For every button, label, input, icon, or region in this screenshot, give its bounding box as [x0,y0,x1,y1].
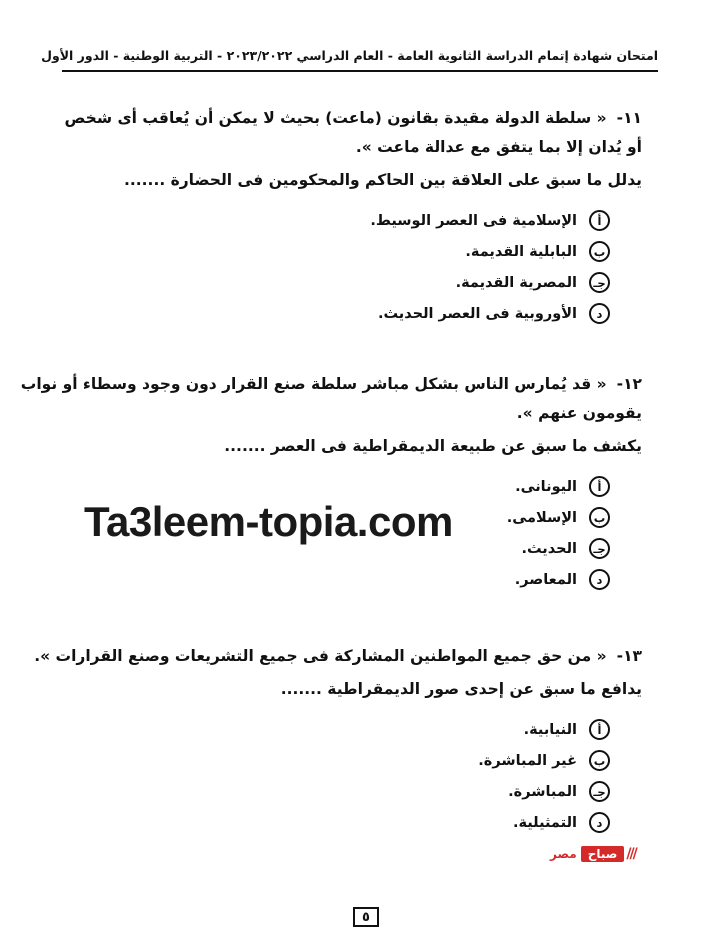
option-b[interactable] [82,745,610,776]
question-text: « سلطة الدولة مقيدة بقانون (ماعت) بحيث لا يمكن أن يُعاقب أى شخص [64,109,607,127]
option-letter-circle: جـ [589,538,610,559]
option-text: الحديث. [521,540,577,557]
question-11 [64,104,642,329]
option-c[interactable] [82,267,610,298]
question-prompt: يدافع ما سبق عن إحدى صور الديمقراطية ....... [280,680,642,698]
question-12 [20,370,642,595]
option-letter-circle: أ [589,476,610,497]
logo-box: صباح [581,846,625,862]
question-text-continued: أو يُدان إلا بما يتفق مع عدالة ماعت ». [355,138,642,156]
option-letter-circle: ب [589,750,610,771]
question-prompt: يكشف ما سبق عن طبيعة الديمقراطية فى العصر ....... [224,437,642,455]
option-letter-circle: د [589,812,610,833]
question-number: ١١- [616,109,642,127]
option-text: الأوروبية فى العصر الحديث. [377,305,577,322]
header-divider [62,70,658,72]
option-letter-circle: أ [589,210,610,231]
option-a[interactable] [82,714,610,745]
question-number: ١٢- [616,375,642,393]
question-number: ١٣- [616,647,642,665]
question-text: « من حق جميع المواطنين المشاركة فى جميع التشريعات وصنع القرارات ». [34,647,607,665]
option-letter-circle: د [589,303,610,324]
question-line [34,642,642,671]
option-text: البابلية القديمة. [465,243,577,260]
option-letter-circle: د [589,569,610,590]
option-b[interactable] [82,236,610,267]
option-text: النيابية. [523,721,577,738]
option-d[interactable] [82,807,610,838]
question-text: « قد يُمارس الناس بشكل مباشر سلطة صنع القرار دون وجود وسطاء أو نواب [20,375,607,393]
option-letter-circle: جـ [589,272,610,293]
option-letter-circle: ب [589,241,610,262]
option-text: غير المباشرة. [478,752,577,769]
options-list [82,205,642,329]
option-d[interactable] [82,564,610,595]
option-c[interactable] [82,776,610,807]
option-d[interactable] [82,298,610,329]
question-line [64,104,642,133]
option-text: التمثيلية. [512,814,577,831]
question-line [20,370,642,399]
option-a[interactable] [82,205,610,236]
logo-slash-icon: /// [626,846,636,862]
logo-text: مصر [550,847,577,861]
question-text-continued: يقومون عنهم ». [516,404,642,422]
exam-header: امتحان شهادة إتمام الدراسة الثانوية العامة - العام الدراسي ٢٠٢٣/٢٠٢٢ - التربية الوطنية - الدور الأول [41,48,658,63]
option-text: المصرية القديمة. [455,274,577,291]
option-text: الإسلامية فى العصر الوسيط. [370,212,577,229]
option-letter-circle: جـ [589,781,610,802]
page-number: ٥ [353,907,379,927]
option-letter-circle: أ [589,719,610,740]
option-text: اليونانى. [515,478,577,495]
question-prompt: يدلل ما سبق على العلاقة بين الحاكم والمحكومين فى الحضارة ....... [124,171,642,189]
question-13 [34,642,642,838]
option-text: الإسلامى. [506,509,577,526]
site-watermark: Ta3leem-topia.com [84,498,453,545]
option-letter-circle: ب [589,507,610,528]
options-list [82,714,642,838]
option-text: المباشرة. [508,783,577,800]
publisher-logo [550,846,636,862]
option-text: المعاصر. [514,571,577,588]
